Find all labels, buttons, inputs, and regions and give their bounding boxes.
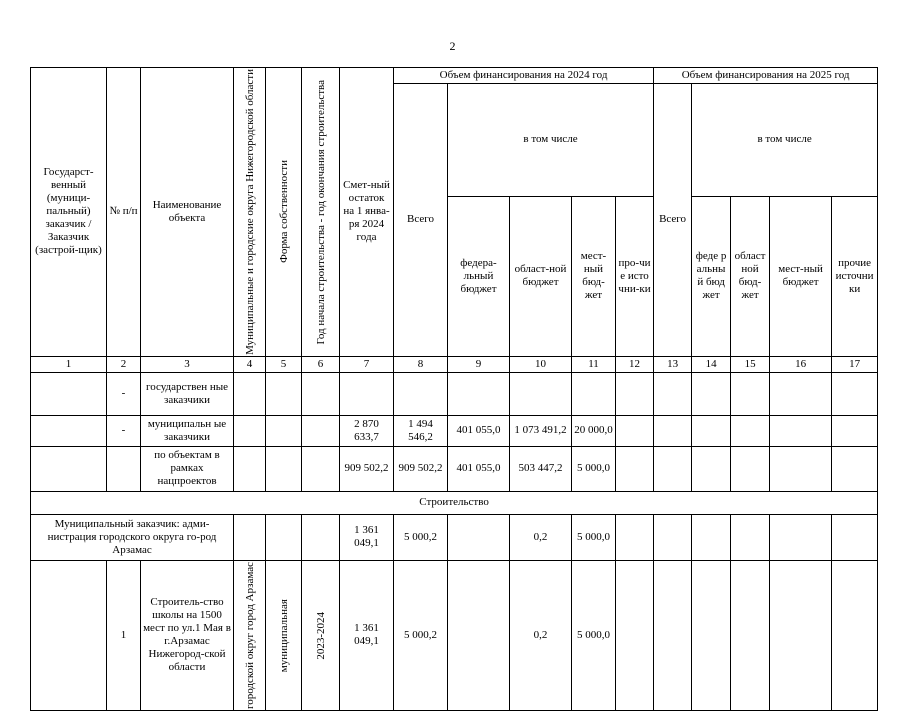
row-state-customers [31, 372, 878, 415]
column-number: 11 [572, 356, 616, 372]
cell-local-2024: 20 000,0 [572, 415, 616, 446]
header-group-2024: Объем финансирования на 2024 год [394, 68, 654, 84]
row-object [31, 560, 878, 710]
cell-local-2024: 5 000,0 [572, 446, 616, 491]
header-federal-2024: федера-льный бюджет [448, 196, 510, 356]
header-total-2024: Всего [394, 84, 448, 357]
row-name: муниципальн ые заказчики [141, 415, 234, 446]
cell-total-2024: 5 000,2 [394, 514, 448, 560]
column-number: 17 [832, 356, 878, 372]
column-number: 7 [340, 356, 394, 372]
column-number: 9 [448, 356, 510, 372]
header-row-1 [31, 68, 878, 84]
object-years: 2023-2024 [302, 560, 340, 710]
object-district: городской округ город Арзамас [234, 560, 266, 710]
row-number: - [107, 372, 141, 415]
cell-regional-2024: 503 447,2 [510, 446, 572, 491]
financing-table [30, 67, 878, 711]
header-total-2025: Всего [654, 84, 692, 357]
column-number: 4 [234, 356, 266, 372]
row-number: 1 [107, 560, 141, 710]
header-years: Год начала строительства - год окончания строительства [302, 68, 340, 357]
row-number: - [107, 415, 141, 446]
cell-estimate-balance: 909 502,2 [340, 446, 394, 491]
header-regional-2024: област-ной бюджет [510, 196, 572, 356]
column-number: 6 [302, 356, 340, 372]
object-name: Строитель-ство школы на 1500 мест по ул.1 Мая в г.Арзамас Нижегород-ской области [141, 560, 234, 710]
row-municipal-customer [31, 514, 878, 560]
header-federal-2025: феде ральный бюд жет [692, 196, 731, 356]
section-title: Строительство [31, 491, 878, 514]
header-group-2025: Объем финансирования на 2025 год [654, 68, 878, 84]
cell-regional-2024: 0,2 [510, 514, 572, 560]
header-estimate-balance: Смет-ный остаток на 1 янва-ря 2024 года [340, 68, 394, 357]
cell-federal-2024: 401 055,0 [448, 415, 510, 446]
cell-regional-2024: 1 073 491,2 [510, 415, 572, 446]
row-name: по объектам в рамках нацпроектов [141, 446, 234, 491]
header-customer: Государст-венный (муници-пальный) заказчик / Заказчик (застрой-щик) [31, 68, 107, 357]
object-ownership: муниципальная [266, 560, 302, 710]
header-including-2025: в том числе [692, 84, 878, 197]
column-number: 10 [510, 356, 572, 372]
cell-estimate-balance: 1 361 049,1 [340, 514, 394, 560]
cell-federal-2024: 401 055,0 [448, 446, 510, 491]
page-number: 2 [449, 39, 456, 53]
column-number: 3 [141, 356, 234, 372]
header-other-2025: прочие источни ки [832, 196, 878, 356]
column-number: 5 [266, 356, 302, 372]
column-numbers-row [31, 356, 878, 372]
header-other-2024: про-чие исто чни-ки [616, 196, 654, 356]
header-number: № п/п [107, 68, 141, 357]
header-object-name: Наименование объекта [141, 68, 234, 357]
cell-total-2024: 5 000,2 [394, 560, 448, 710]
cell-regional-2024: 0,2 [510, 560, 572, 710]
header-district: Муниципальные и городские округа Нижегородской области [234, 68, 266, 357]
cell-estimate-balance: 2 870 633,7 [340, 415, 394, 446]
column-number: 16 [770, 356, 832, 372]
header-ownership: Форма собственности [266, 68, 302, 357]
header-local-2024: мест-ный бюд-жет [572, 196, 616, 356]
column-number: 2 [107, 356, 141, 372]
row-name: государствен ные заказчики [141, 372, 234, 415]
header-including-2024: в том числе [448, 84, 654, 197]
customer-name: Муниципальный заказчик: адми-нистрация городского округа го-род Арзамас [31, 514, 234, 560]
column-number: 14 [692, 356, 731, 372]
header-local-2025: мест-ный бюджет [770, 196, 832, 356]
cell-total-2024: 1 494 546,2 [394, 415, 448, 446]
cell-local-2024: 5 000,0 [572, 560, 616, 710]
header-regional-2025: област ной бюд-жет [731, 196, 770, 356]
row-national-projects [31, 446, 878, 491]
column-number: 13 [654, 356, 692, 372]
column-number: 12 [616, 356, 654, 372]
cell-estimate-balance: 1 361 049,1 [340, 560, 394, 710]
cell-local-2024: 5 000,0 [572, 514, 616, 560]
column-number: 1 [31, 356, 107, 372]
column-number: 15 [731, 356, 770, 372]
row-section [31, 491, 878, 514]
column-number: 8 [394, 356, 448, 372]
row-municipal-customers [31, 415, 878, 446]
cell-total-2024: 909 502,2 [394, 446, 448, 491]
